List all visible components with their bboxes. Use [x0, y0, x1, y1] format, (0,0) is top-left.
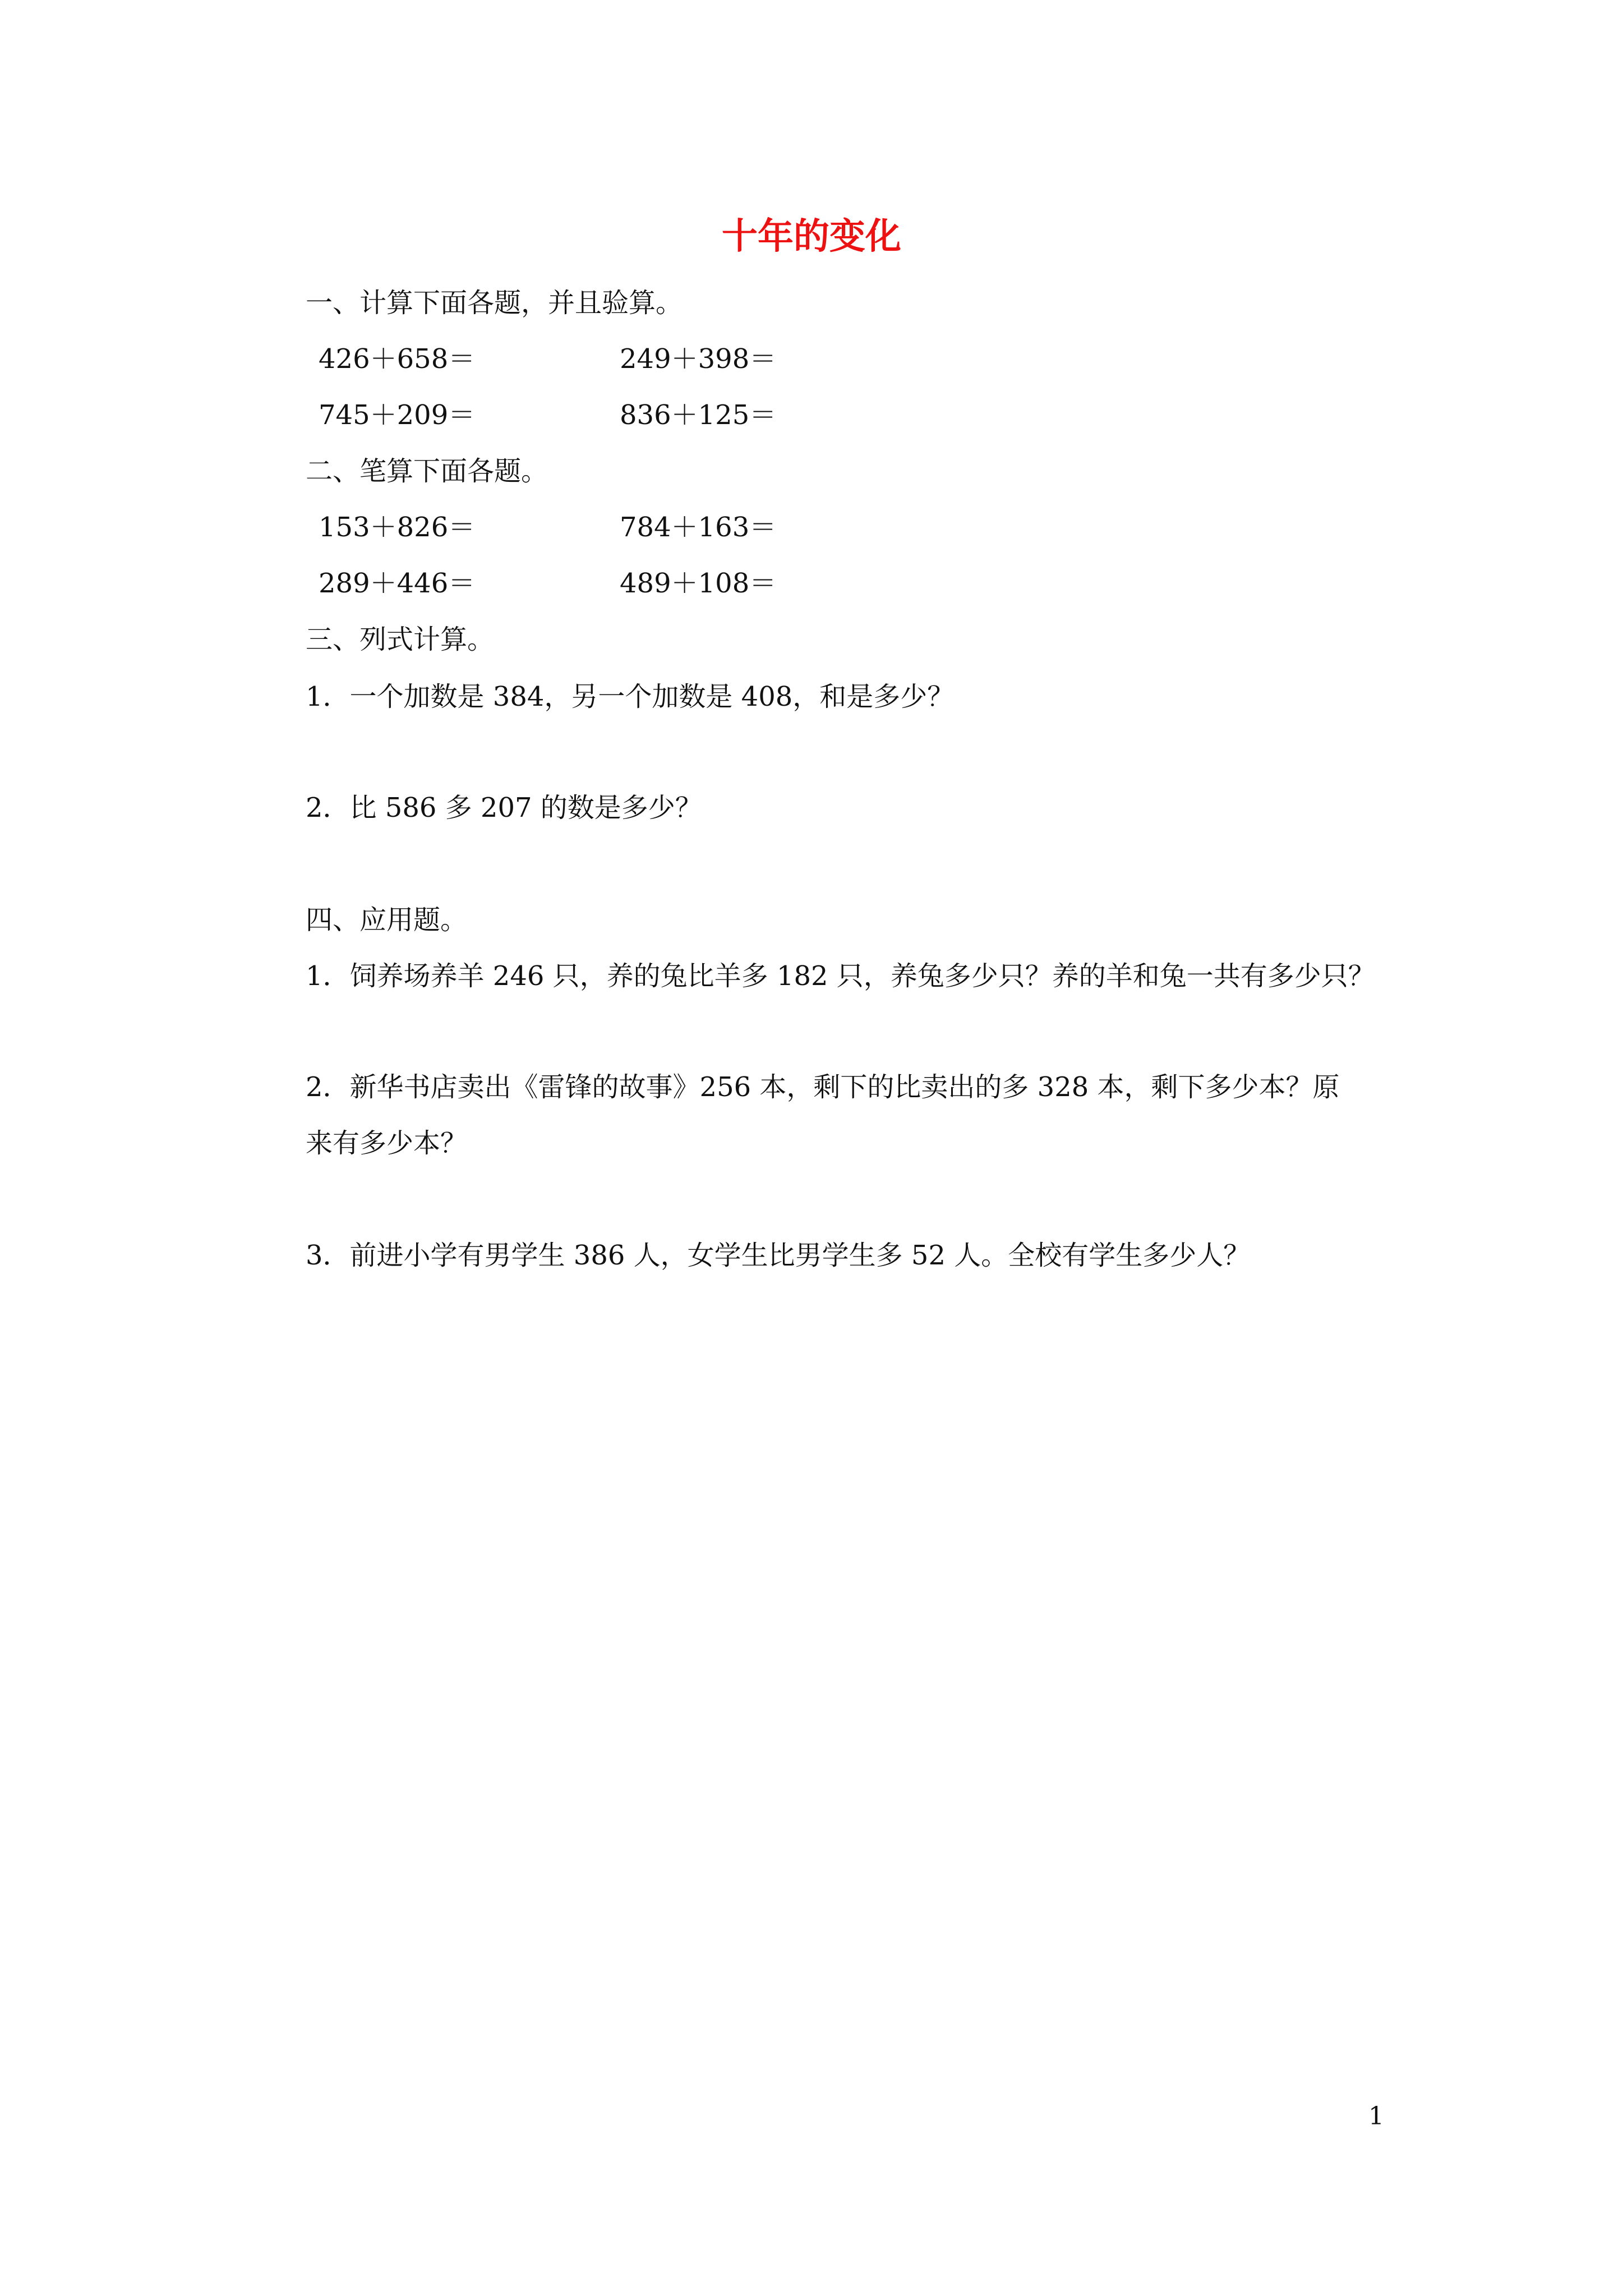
- section1-expression: 745＋209＝: [319, 399, 476, 431]
- section1-expression: 249＋398＝: [620, 343, 777, 375]
- section3-question: 2．比 586 多 207 的数是多少？: [306, 792, 702, 823]
- section2-expression: 153＋826＝: [319, 512, 476, 543]
- section2-expression: 784＋163＝: [620, 512, 777, 543]
- section1-expression: 426＋658＝: [319, 343, 476, 375]
- section3-heading: 三、列式计算。: [306, 624, 495, 655]
- section2-expression: 489＋108＝: [620, 568, 777, 599]
- section4-heading: 四、应用题。: [306, 904, 468, 936]
- section4-question: 3．前进小学有男学生 386 人，女学生比男学生多 52 人。全校有学生多少人？: [306, 1240, 1251, 1271]
- section1-expression: 836＋125＝: [620, 399, 777, 431]
- page-title: 十年的变化: [722, 215, 901, 257]
- section4-question: 2．新华书店卖出《雷锋的故事》256 本，剩下的比卖出的多 328 本，剩下多少本？原: [306, 1071, 1340, 1103]
- section1-heading: 一、计算下面各题，并且验算。: [306, 287, 683, 319]
- section2-expression: 289＋446＝: [319, 568, 476, 599]
- section4-question: 1．饲养场养羊 246 只，养的兔比羊多 182 只，养兔多少只？养的羊和兔一共有多少只？: [306, 960, 1375, 992]
- section3-question: 1．一个加数是 384，另一个加数是 408，和是多少？: [306, 681, 955, 712]
- section2-heading: 二、笔算下面各题。: [306, 455, 548, 487]
- section4-question-continued: 来有多少本？: [306, 1128, 468, 1159]
- page-number: 1: [1368, 2102, 1384, 2131]
